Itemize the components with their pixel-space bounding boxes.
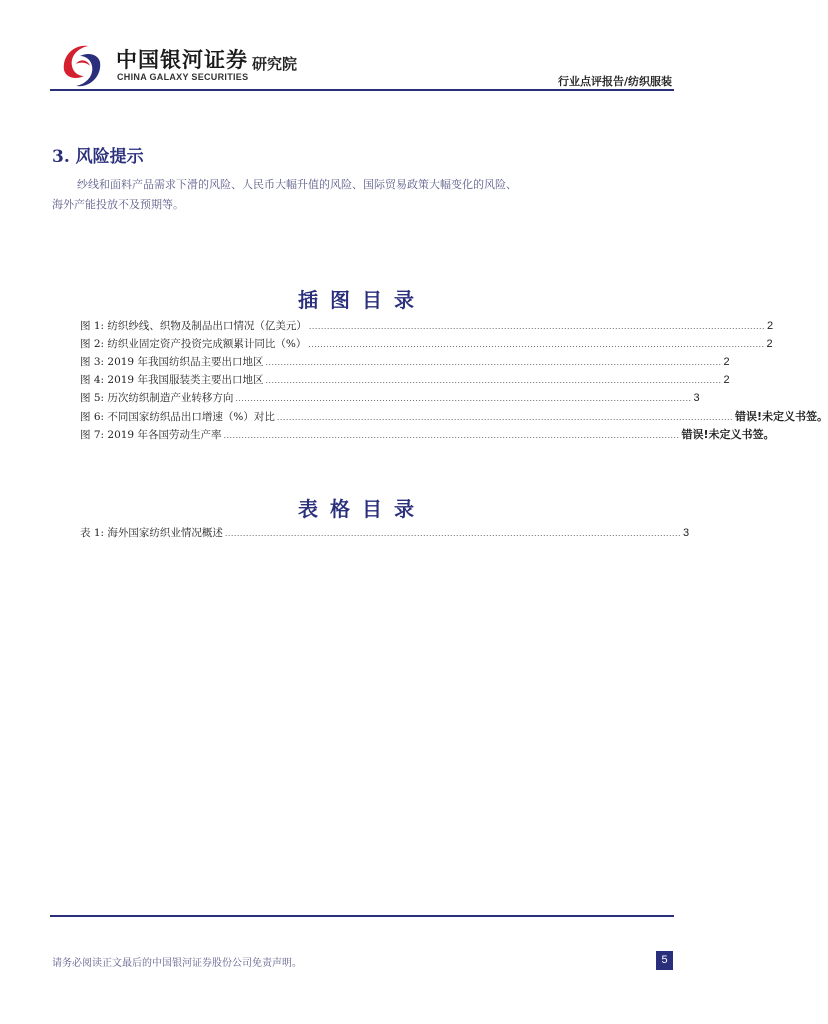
toc-entry-page-error: 错误!未定义书签。 bbox=[681, 428, 775, 441]
toc-entry-figure-1[interactable] bbox=[80, 318, 774, 336]
section-title: 3. 风险提示 bbox=[52, 147, 144, 167]
toc-entry-figure-7[interactable] bbox=[80, 426, 775, 444]
toc-leader-dots: ........................................................................................................................................................ bbox=[265, 357, 722, 367]
toc-entry-label: 表 1: 海外国家纺织业情况概述 bbox=[80, 527, 223, 539]
toc-entry-label: 图 5: 历次纺织制造产业转移方向 bbox=[80, 392, 234, 404]
toc-entry-figure-3[interactable] bbox=[80, 354, 730, 372]
toc-entry-figure-2[interactable] bbox=[80, 336, 773, 354]
footer-disclaimer: 请务必阅读正文最后的中国银河证券股份公司免责声明。 bbox=[52, 958, 302, 969]
page-number-badge: 5 bbox=[656, 951, 673, 970]
toc-entry-label: 图 7: 2019 年各国劳动生产率 bbox=[80, 429, 222, 441]
report-type-label: 行业点评报告/纺织服装 bbox=[557, 75, 672, 88]
brand-name-english: CHINA GALAXY SECURITIES bbox=[117, 72, 249, 82]
footer-divider bbox=[50, 915, 674, 917]
toc-entry-label: 图 4: 2019 年我国服装类主要出口地区 bbox=[80, 374, 264, 386]
toc-entry-page: 2 bbox=[766, 338, 773, 350]
toc-leader-dots: ........................................................................................................................................................ bbox=[265, 375, 722, 385]
toc-entry-figure-4[interactable] bbox=[80, 372, 730, 390]
toc-entry-page: 2 bbox=[723, 356, 730, 368]
brand-name-chinese: 中国银河证券 bbox=[116, 48, 248, 72]
toc-leader-dots: ........................................................................................................................................................ bbox=[276, 412, 733, 422]
toc-entry-page-error: 错误!未定义书签。 bbox=[734, 410, 828, 423]
toc-entry-page: 3 bbox=[693, 392, 700, 404]
toc-entry-page: 2 bbox=[723, 374, 730, 386]
risk-paragraph-line-1: 纱线和面料产品需求下滑的风险、人民币大幅升值的风险、国际贸易政策大幅变化的风险、 bbox=[77, 178, 517, 191]
toc-leader-dots: ........................................................................................................................................................ bbox=[235, 393, 692, 403]
header-divider bbox=[50, 89, 674, 91]
toc-entry-page: 3 bbox=[682, 527, 690, 539]
risk-paragraph-line-2: 海外产能投放不及预期等。 bbox=[52, 198, 184, 211]
toc-entry-label: 图 1: 纺织纱线、织物及制品出口情况（亿美元） bbox=[80, 320, 307, 332]
institute-label: 研究院 bbox=[252, 55, 298, 73]
toc-leader-dots: ........................................................................................................................................................ bbox=[308, 321, 765, 331]
table-toc-heading: 表格目录 bbox=[298, 497, 426, 521]
toc-entry-figure-6[interactable] bbox=[80, 408, 828, 426]
toc-leader-dots: ........................................................................................................................................................ bbox=[224, 528, 681, 538]
china-galaxy-logo bbox=[56, 40, 108, 92]
toc-entry-table-1[interactable] bbox=[80, 525, 690, 543]
toc-entry-page: 2 bbox=[766, 320, 774, 332]
figure-toc-heading: 插图目录 bbox=[298, 288, 426, 312]
toc-leader-dots: ........................................................................................................................................................ bbox=[223, 430, 680, 440]
toc-entry-label: 图 3: 2019 年我国纺织品主要出口地区 bbox=[80, 356, 264, 368]
toc-leader-dots: ........................................................................................................................................................ bbox=[308, 339, 765, 349]
toc-entry-label: 图 2: 纺织业固定资产投资完成额累计同比（%） bbox=[80, 338, 307, 350]
toc-entry-label: 图 6: 不同国家纺织品出口增速（%）对比 bbox=[80, 411, 275, 423]
toc-entry-figure-5[interactable] bbox=[80, 390, 700, 408]
